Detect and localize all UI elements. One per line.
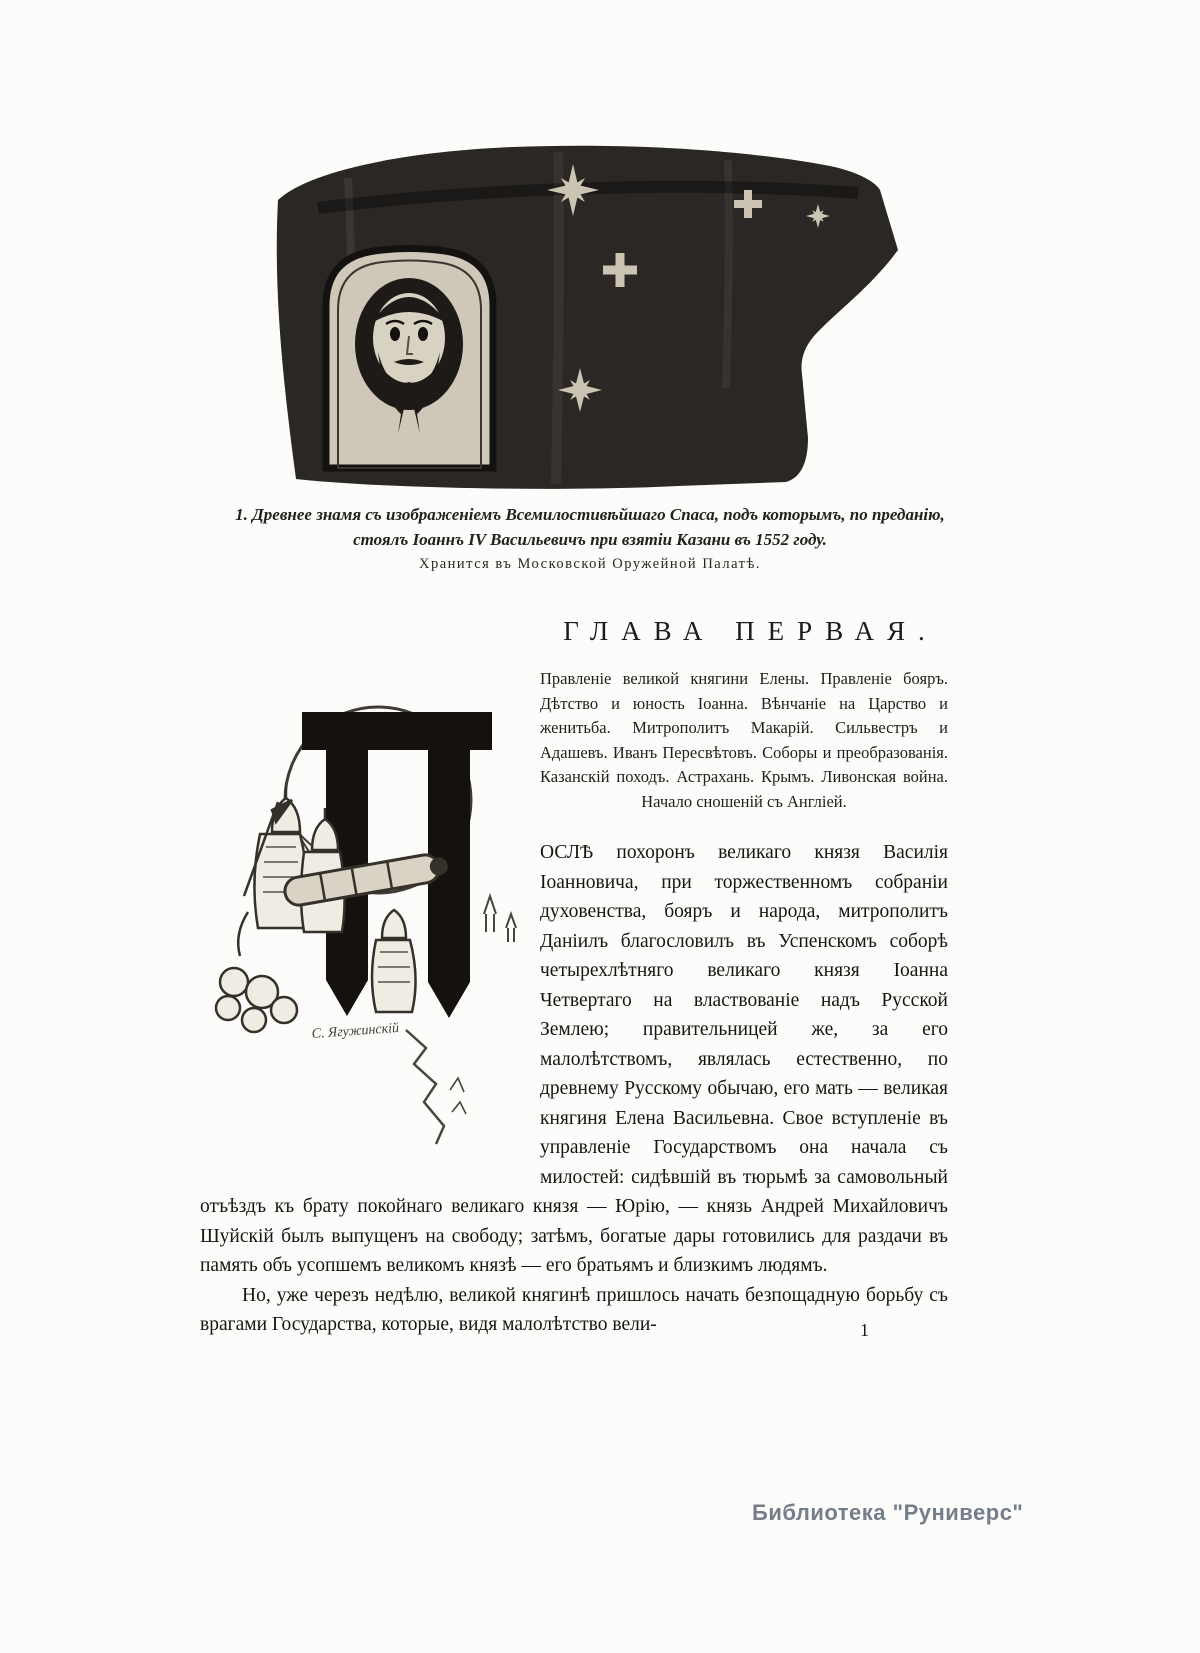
banner-caption [150, 502, 1030, 552]
cannonballs-sketch [216, 968, 297, 1032]
library-watermark: Библиотека "Руниверс" [752, 1500, 1024, 1525]
banner-caption-note: Хранится въ Московской Оружейной Палатѣ. [419, 556, 761, 572]
towers-sketch [484, 896, 516, 942]
artist-signature: С. Ягужинскій [311, 1020, 400, 1042]
body-paragraph-1: ОСЛѢ похоронъ великаго князя Василія Іоанновича, при торжественномъ собраніи духовенства, бояръ и народа, митрополитъ Даніилъ благословилъ въ Успенскомъ соборѣ четырехлѣтняго великаго князя Іоанна Четвертаго на властвованіе надъ Русской Землею; правительницей же, за его малолѣтствомъ, являлась естественно, по древнему Русскому обычаю, его мать — великая княгиня Елена Васильевна. Свое вступленіе въ управленіе Государствомъ она начала съ милостей: сидѣвшій въ тюрьмѣ за самовольный отъѣздъ къ брату покойнаго великаго князя — Юрію, — князь Андрей Михайловичъ Шуйскій былъ выпущенъ на свободу; затѣмъ, богатые дары готовились для раздачи въ память объ усопшемъ великомъ князѣ — его братьямъ и близкимъ людямъ. [200, 842, 948, 1276]
page-number: 1 [860, 1320, 869, 1340]
chapter-summary: Правленіе великой княгини Елены. Правленіе бояръ. Дѣтство и юность Іоанна. Вѣнчаніе на Царство и женитьба. Митрополитъ Макарій. Сильвестръ и Адашевъ. Иванъ Пересвѣтовъ. Соборы и преобразованія. Казанскій походъ. Астрахань. Крымъ. Ливонская война. Начало сношеній съ Англіей. [540, 669, 948, 811]
banner-caption-line1: 1. Древнее знамя съ изображеніемъ Всемилостивѣйшаго Спаса, подъ которымъ, по преданію, [235, 505, 945, 524]
chapter-content [200, 610, 948, 1340]
banner-illustration [258, 138, 918, 500]
banner-caption-line2: стоялъ Іоаннъ IV Васильевичъ при взятіи Казани въ 1552 году. [353, 530, 827, 549]
banner-flag-image [258, 138, 918, 498]
path-sketch [406, 1030, 444, 1144]
chapter-title: ГЛАВА ПЕРВАЯ. [563, 616, 938, 646]
initial-letter-image [200, 682, 540, 1152]
body-paragraph-2: Но, уже черезъ недѣлю, великой княгинѣ пришлось начать безпощадную борьбу съ врагами Государства, которые, видя малолѣтство вели- [200, 1284, 948, 1335]
initial-illustration [200, 610, 540, 1170]
